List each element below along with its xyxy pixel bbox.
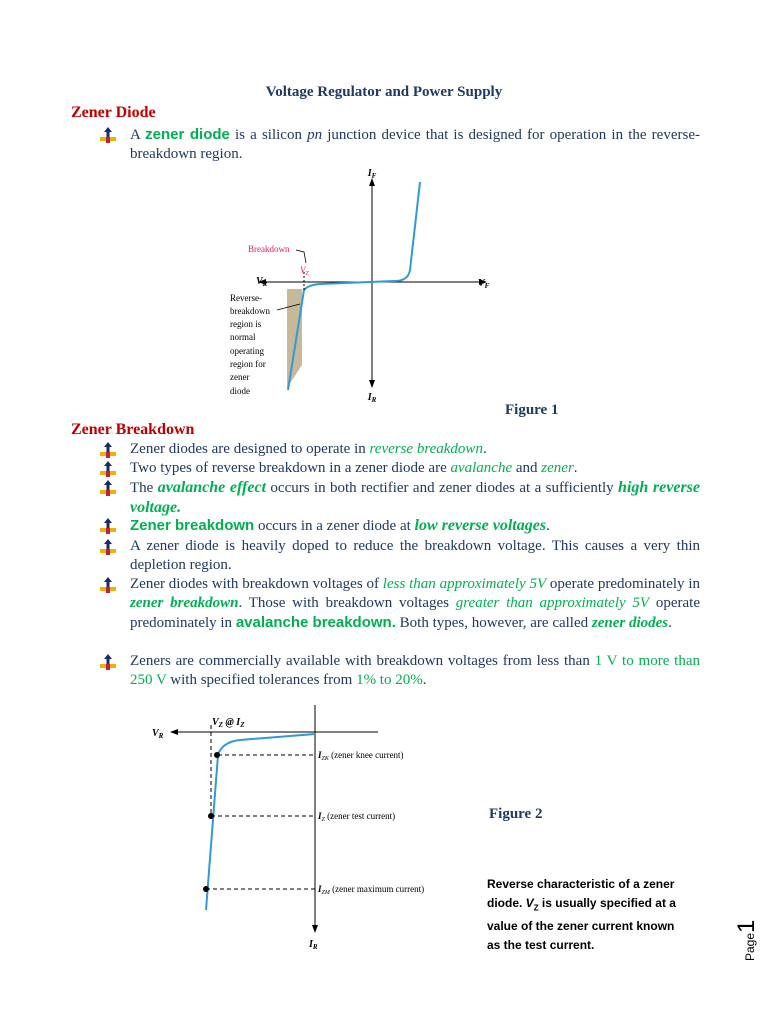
text: The (130, 480, 158, 496)
page-label: Page (743, 932, 757, 961)
term-zener-diode: zener diode (145, 126, 230, 143)
text: operate predominately in (130, 595, 700, 631)
text: occurs in both rectifier and zener diodes at a sufficiently (266, 480, 619, 496)
breakdown-pointer (296, 250, 306, 263)
note-line: breakdown (230, 306, 270, 316)
term-pn: pn (307, 127, 323, 143)
note-line: operating (230, 346, 264, 356)
text: is a silicon (229, 127, 308, 143)
text: Two types of reverse breakdown in a zener diode are (130, 460, 451, 476)
highlight: avalanche breakdown. (235, 614, 396, 631)
bullet-reverse-breakdown (100, 440, 700, 459)
ir-arrow-icon (312, 925, 318, 933)
figure2-label: Figure 2 (489, 806, 543, 822)
text: . (546, 518, 550, 534)
text: with specified tolerances from (166, 672, 357, 688)
text: Reverse characteristic of a zener diode. (487, 877, 675, 910)
highlight: zener diodes (591, 615, 669, 631)
text: and (512, 460, 542, 476)
bullet-arrow-icon (100, 518, 116, 534)
label-vr: $V_R$ (152, 728, 164, 740)
text: A (130, 127, 146, 143)
note-line: zener (230, 372, 250, 382)
highlight: high reverse voltage. (130, 479, 701, 516)
page-num: 1 (733, 919, 760, 933)
text: V (525, 896, 534, 910)
heading-zener-breakdown: Zener Breakdown (71, 421, 195, 438)
label-ir: $I_R$ (309, 939, 318, 951)
figure1-label: Figure 1 (505, 402, 559, 418)
highlight: greater than approximately 5V (455, 595, 650, 611)
figure2-diagram (150, 705, 480, 955)
highlight: reverse breakdown (369, 441, 483, 457)
note-line: Reverse- (230, 293, 262, 303)
highlight: low reverse voltages (414, 517, 547, 534)
bullet-arrow-icon (100, 127, 116, 143)
ir-arrow-icon (369, 380, 375, 388)
text: . Those with breakdown voltages (238, 595, 456, 611)
label-iz: $I_Z$ (zener test current) (318, 811, 396, 823)
text: Zeners are commercially available with breakdown voltages from less than (130, 653, 595, 669)
figure2-caption (487, 875, 687, 955)
highlight: avalanche effect (157, 479, 267, 496)
highlight: 1% to 20% (356, 672, 423, 688)
label-izk: $I_{ZK}$ (zener knee current) (318, 750, 404, 762)
bullet-arrow-icon (100, 539, 116, 555)
label-ir: $I_R$ (367, 392, 377, 404)
text: is usually specified at a value of the zener current known as the test current. (487, 896, 676, 953)
note-line: normal (230, 332, 256, 342)
figure1-diagram (220, 160, 510, 405)
label-if: $I_F$ (367, 168, 377, 180)
highlight: Zener breakdown (130, 517, 255, 534)
text: . (422, 672, 427, 688)
note-line: region for (230, 359, 266, 369)
bullet-arrow-icon (100, 461, 116, 477)
bullet-arrow-icon (100, 442, 116, 458)
diode-curve (288, 182, 420, 390)
text: . (668, 615, 672, 631)
label-vz-at-iz: $V_Z$ @ $I_Z$ (212, 717, 245, 729)
highlight: 1 V to more than 250 V (130, 653, 700, 688)
bullet-zener-definition (100, 125, 700, 164)
label-breakdown: Breakdown (248, 244, 290, 254)
text: Z (533, 903, 539, 913)
text: Zener diodes with breakdown voltages of (130, 576, 383, 592)
figure1-note (230, 293, 270, 396)
vr-arrow-icon (170, 729, 178, 735)
bullet-arrow-icon (100, 577, 116, 593)
bullet-heavily-doped (100, 537, 700, 575)
text: occurs in a zener diode at (254, 518, 415, 534)
izm-point (203, 886, 209, 892)
label-izm: $I_{ZM}$ (zener maximum current) (318, 884, 425, 896)
bullet-zener-breakdown (100, 516, 700, 536)
bullet-arrow-icon (100, 480, 116, 496)
bullet-breakdown-voltages (100, 575, 700, 633)
label-vf: $V_F$ (478, 278, 490, 290)
bullet-commercial-availability (100, 652, 700, 690)
bullet-two-types (100, 459, 700, 478)
text: Both types, however, are called (395, 615, 592, 631)
page-number (718, 890, 768, 961)
highlight: zener breakdown (130, 595, 239, 611)
text: operate predominately in (546, 576, 700, 592)
highlight: avalanche (450, 460, 513, 476)
iz-point (208, 813, 214, 819)
text: A zener diode is heavily doped to reduce the breakdown voltage. This causes a very thin depletion region. (130, 538, 700, 573)
page-title: Voltage Regulator and Power Supply (265, 84, 503, 100)
label-vr: $V_R$ (256, 276, 268, 288)
heading-zener-diode: Zener Diode (71, 104, 156, 121)
reverse-curve (206, 734, 315, 910)
text: junction device that is designed for operation in the reverse-breakdown region. (130, 127, 700, 162)
highlight: zener (541, 460, 574, 476)
text: . (482, 441, 487, 457)
text: . (573, 460, 578, 476)
izk-point (214, 752, 220, 758)
label-vz: $V_Z$ (300, 265, 309, 277)
highlight: less than approximately 5V (382, 576, 547, 592)
text: Zener diodes are designed to operate in (130, 441, 370, 457)
bullet-arrow-icon (100, 654, 116, 670)
note-line: diode (230, 386, 250, 396)
bullet-avalanche-effect (100, 478, 700, 518)
note-line: region is (230, 319, 262, 329)
